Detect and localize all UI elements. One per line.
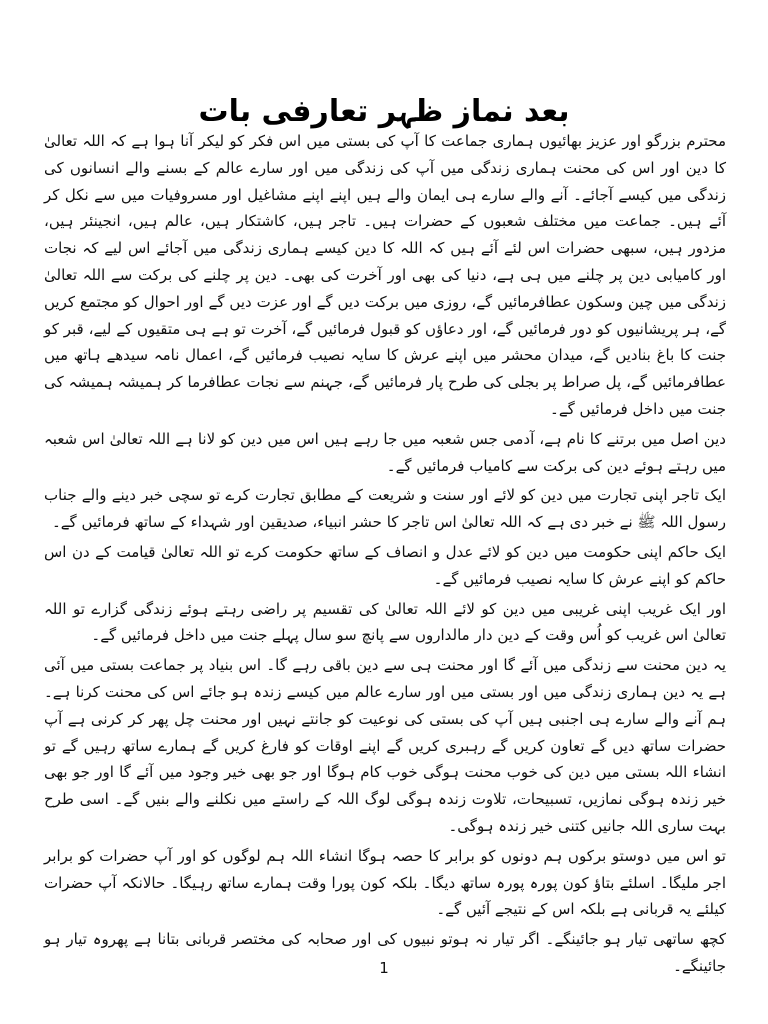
paragraph-invitation: تو اس میں دوستو برکوں ہم دونوں کو برابر کا حصہ ہوگا انشاء اللہ ہم لوگوں کو اور آپ حضرات کو برابر اجر ملیگا۔ اسلئے بتاؤ کون پورہ پورہ ساتھ دیگا۔ بلکہ کون پورا وقت ہمارے ساتھ رہیگا۔ حالانکہ آپ حضرات کیلئے یہ قربانی ہے بلکہ اس کے نتیجے آئیں گے۔ <box>44 846 726 919</box>
page-number: 1 <box>379 959 389 977</box>
paragraph-ruler: ایک حاکم اپنی حکومت میں دین کو لائے عدل و انصاف کے ساتھ حکومت کرے تو اللہ تعالیٰ قیامت کے دن اس حاکم کو اپنے عرش کا سایہ نصیب فرمائیں گے۔ <box>44 542 726 588</box>
page-title: بعد نماز ظہر تعارفی بات <box>198 94 570 130</box>
paragraph-poor: اور ایک غریب اپنی غریبی میں دین کو لائے اللہ تعالیٰ کی تقسیم پر راضی رہتے ہوئے زندگی گزارے تو اللہ تعالیٰ اس غریب کو اُس وقت کے دین دار مالداروں سے پانچ سو سال پہلے جنت میں داخل فرمائیں گے۔ <box>44 599 726 645</box>
paragraph-introduction: محترم بزرگو اور عزیز بھائیوں ہماری جماعت کا آپ کی بستی میں اس فکر کو لیکر آنا ہوا ہے کہ اللہ تعالیٰ کا دین اور اس کی محنت ہماری زندگی میں آپ کی زندگی میں اور سارے عالم کے بسنے والے انسانوں کی زندگی میں کیسے آجائے۔ آنے والے سارے ہی ایمان والے ہیں اپنے اپنے مشاغیل اور مسروفیات میں سے نکل کر آئے ہیں۔ جماعت میں مختلف شعبوں کے حضرات ہیں۔ تاجر ہیں، کاشتکار ہیں، عالم ہیں، انجینئر ہیں، مزدور ہیں، سبھی حضرات اس لئے آئے ہیں کہ اللہ کا دین کیسے ہماری زندگی میں آجائے اس لیے کہ نجات اور کامیابی دین پر چلنے میں ہی ہے، دنیا کی بھی اور آخرت کی بھی۔ دین پر چلنے کی برکت سے اللہ تعالیٰ زندگی میں چین وسکون عطافرمائیں گے، روزی میں برکت دیں گے اور عزت دیں گے اور احوال کو مجتمع کریں گے، ہر پریشانیوں کو دور فرمائیں گے، اور دعاؤں کو قبول فرمائیں گے، آخرت تو ہے ہی متقیوں کے لیے، قبر کو جنت کا باغ بنادیں گے، میدان محشر میں اپنے عرش کا سایہ نصیب فرمائیں گے، اعمال نامہ سیدھے ہاتھ میں عطافرمائیں گے، پل صراط پر بجلی کی طرح پار فرمائیں گے، جہنم سے نجات عطافرما کر ہمیشہ ہمیشہ کی جنت میں داخل فرمائیں گے۔ <box>44 132 726 418</box>
paragraph-practice: دین اصل میں برتنے کا نام ہے، آدمی جس شعبہ میں جا رہے ہیں اس میں دین کو لانا ہے اللہ تعالیٰ اس شعبہ میں رہتے ہوئے دین کی برکت سے کامیاب فرمائیں گے۔ <box>44 429 726 475</box>
document-body <box>44 128 726 983</box>
paragraph-closing: کچھ ساتھی تیار ہو جائینگے۔ اگر تیار نہ ہوتو نبیوں کی اور صحابہ کی مختصر قربانی بتانا ہے پھروہ تیار ہو جائینگے۔ <box>44 930 726 975</box>
paragraph-effort: یہ دین محنت سے زندگی میں آئے گا اور محنت ہی سے دین باقی رہے گا۔ اس بنیاد پر جماعت بستی میں آئی ہے یہ دین ہماری زندگی میں اور بستی میں اور سارے عالم میں کیسے زندہ ہو جائے اس کی محنت کرنا ہے۔ ہم آنے والے سارے ہی اجنبی ہیں آپ کی بستی کی نوعیت کو جانتے نہیں اور محنت چل پھر کر کرنی ہے آپ حضرات ساتھ دیں گے تعاون کریں گے رہبری کریں گے اپنے اوقات کو فارغ کریں گے ہمارے ساتھ رہیں گے تو انشاء اللہ بستی میں دین کی خوب محنت ہوگی خوب کام ہوگا اور جو بھی خیر وجود میں آئے گا اور جو بھی خیر زندہ ہوگی نمازیں، تسبیحات، تلاوت زندہ ہوگی لوگ اللہ کے راستے میں نکلنے والے بنیں گے۔ اسی طرح بہت ساری اللہ جانیں کتنی خیر زندہ ہوگی۔ <box>44 656 726 835</box>
paragraph-trader: ایک تاجر اپنی تجارت میں دین کو لائے اور سنت و شریعت کے مطابق تجارت کرے تو سچی خبر دینے والے جناب رسول اللہ ﷺ نے خبر دی ہے کہ اللہ تعالیٰ اس تاجر کا حشر انبیاء، صدیقین اور شہداء کے ساتھ فرمائیں گے۔ <box>44 486 726 532</box>
